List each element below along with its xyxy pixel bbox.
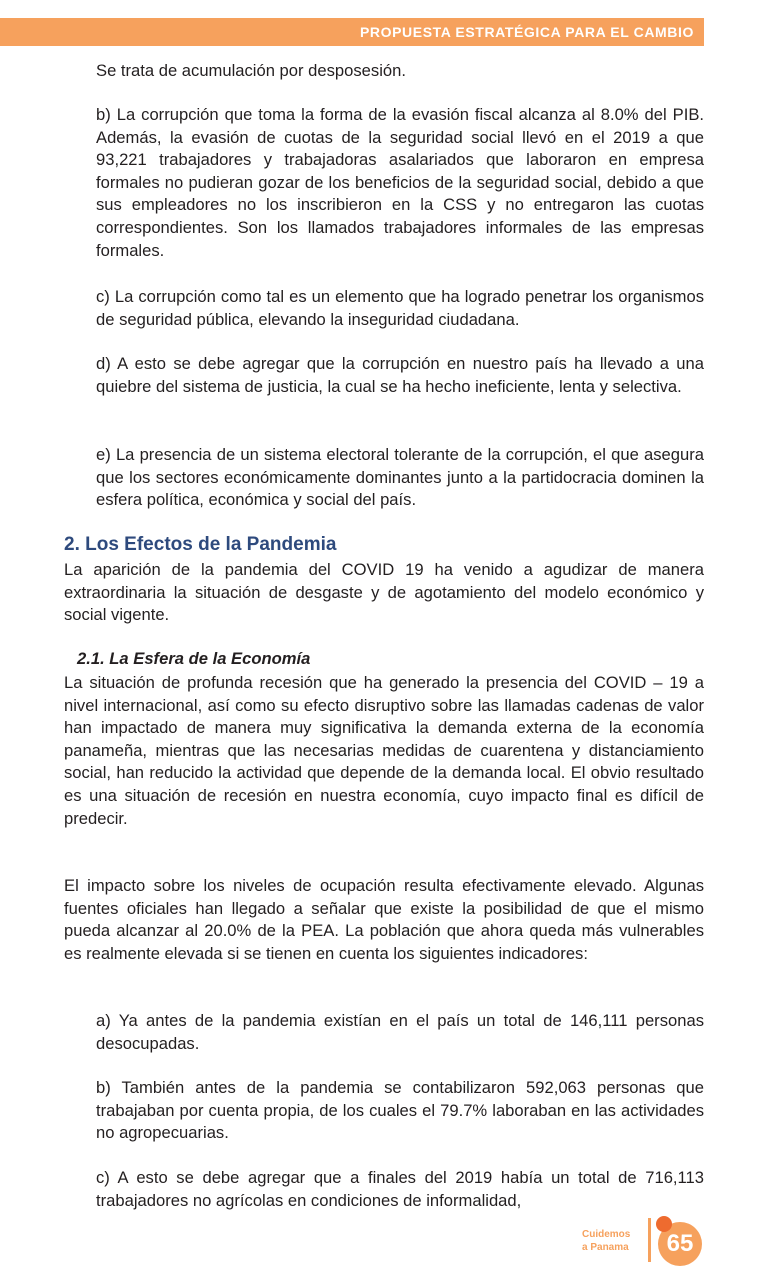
header-title: PROPUESTA ESTRATÉGICA PARA EL CAMBIO xyxy=(359,24,694,40)
logo-divider xyxy=(648,1218,651,1262)
section-heading-pandemia: 2. Los Efectos de la Pandemia xyxy=(64,534,337,555)
logo-line1: Cuidemos xyxy=(582,1229,631,1240)
logo-dot-icon xyxy=(656,1216,672,1232)
paragraph-e: e) La presencia de un sistema electoral tolerante de la corrupción, el que asegura que los sectores económicamente dominantes junto a la partidocracia dominen la esfera política, económica y social del país. xyxy=(96,445,704,510)
paragraph-d: d) A esto se debe agregar que la corrupción en nuestro país ha llevado a una quiebre del sistema de justicia, la cual se ha hecho ineficiente, lenta y selectiva. xyxy=(96,354,704,396)
paragraph-c: c) La corrupción como tal es un elemento que ha logrado penetrar los organismos de seguridad pública, elevando la inseguridad ciudadana. xyxy=(96,287,704,329)
footer-logo xyxy=(578,1214,708,1266)
header-bar xyxy=(0,18,704,46)
logo-text xyxy=(582,1228,630,1254)
paragraph-a2: a) Ya antes de la pandemia existían en el país un total de 146,111 personas desocupadas. xyxy=(96,1011,704,1053)
paragraph-intro: Se trata de acumulación por desposesión. xyxy=(96,61,406,80)
paragraph-c2: c) A esto se debe agregar que a finales del 2019 había un total de 716,113 trabajadores no agrícolas en condiciones de informalidad, xyxy=(96,1168,704,1210)
paragraph-b: b) La corrupción que toma la forma de la evasión fiscal alcanza al 8.0% del PIB. Además, la evasión de cuotas de la seguridad social llevó en el 2019 a que 93,221 trabajadores y trabajadoras asalariados que laboraron en empresa formales no pudieran gozar de los beneficios de la seguridad social, debido a que sus empleadores no los inscribieron en la CSS y no entregaron las cuotas correspondientes. Son los llamados trabajadores informales de las empresas formales. xyxy=(96,105,704,260)
paragraph-impacto: El impacto sobre los niveles de ocupación resulta efectivamente elevado. Algunas fuentes oficiales han llegado a señalar que existe la posibilidad de que el mismo pueda alcanzar al 20.0% de la PEA. La población que ahora queda más vulnerables es realmente elevada si se tienen en cuenta los siguientes indicadores: xyxy=(64,876,704,963)
paragraph-pandemia: La aparición de la pandemia del COVID 19 ha venido a agudizar de manera extraordinaria la situación de desgaste y de agotamiento del modelo económico y social vigente. xyxy=(64,560,704,625)
logo-line2: a Panama xyxy=(582,1242,629,1253)
paragraph-economia: La situación de profunda recesión que ha generado la presencia del COVID – 19 a nivel internacional, así como su efecto disruptivo sobre las llamadas cadenas de valor han impactado de manera muy significativa la demanda externa de la economía panameña, mientras que las necesarias medidas de cuarentena y distanciamiento social, han reducido la actividad que depende de la demanda local. El obvio resultado es una situación de recesión en nuestra economía, cuyo impacto final es difícil de predecir. xyxy=(64,673,704,828)
paragraph-b2: b) También antes de la pandemia se contabilizaron 592,063 personas que trabajaban por cuenta propia, de los cuales el 79.7% laboraban en las actividades no agropecuarias. xyxy=(96,1078,704,1143)
subsection-heading-economia: 2.1. La Esfera de la Economía xyxy=(77,649,311,668)
logo-number-badge: 65 xyxy=(658,1222,702,1266)
